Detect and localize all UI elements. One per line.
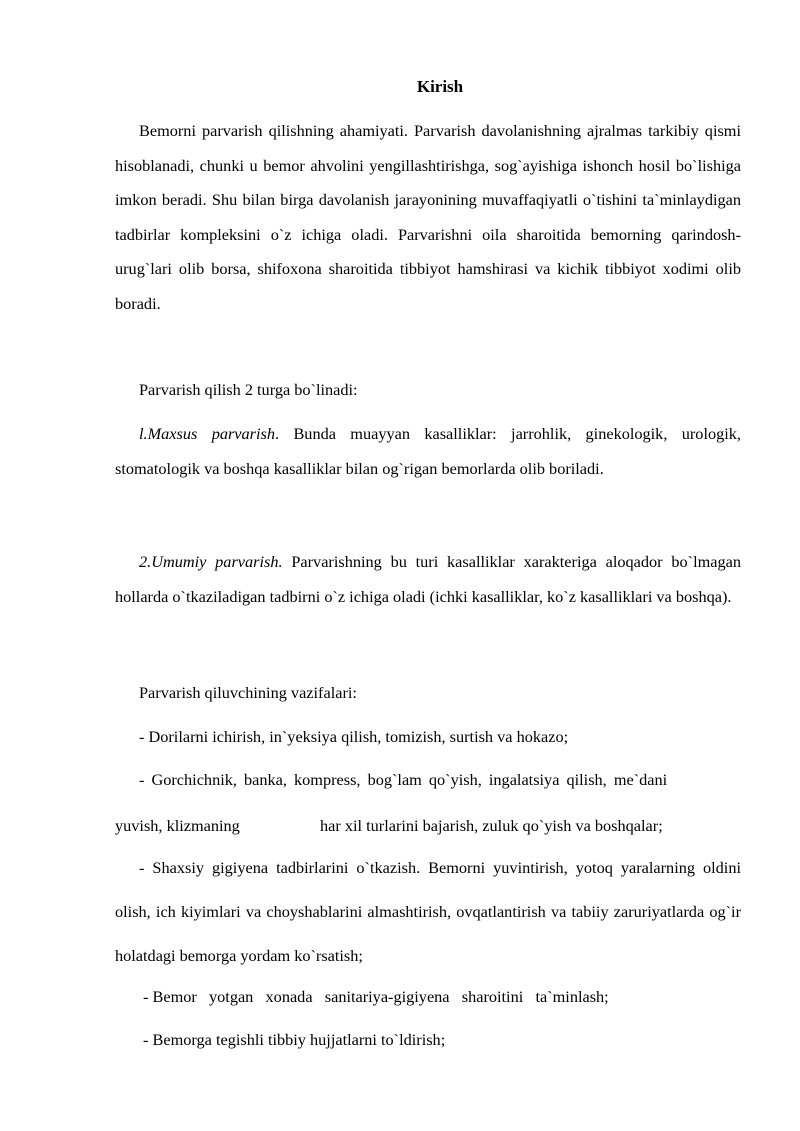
paragraph-types-intro: Parvarish qilish 2 turga bo`linadi:	[139, 380, 358, 399]
duty-item-sanitation: - Bemor yotgan xonada sanitariya-gigiyena sharoitini ta`minlash;	[143, 987, 609, 1006]
paragraph-general-care	[115, 545, 741, 614]
paragraph-text: Bemorni parvarish qilishning ahamiyati. Parvarish davolanishning ajralmas tarkibiy qismi hisoblanadi, chunki u bemor ahvolini yengillashtirishga, sog`ayishiga ishonch hosil bo`lishiga imkon beradi. Shu bilan birga davolanish jarayonining muvaffaqiyatli o`tishini ta`minlaydigan tadbirlar kompleksini o`z ichiga oladi. Parvarishni oila sharoitida bemorning qarindosh-urug`lari olib borsa, shifoxona sharoitida tibbiyot hamshirasi va kichik tibbiyot xodimi olib boradi.	[115, 121, 741, 313]
duty-item-procedures-line2a: yuvish, klizmaning	[115, 816, 240, 835]
duty-item-procedures-line2b: har xil turlarini bajarish, zuluk qo`yish va boshqalar;	[320, 816, 663, 835]
duty-procedures-line1-text: - Gorchichnik, banka, kompress, bog`lam qo`yish, ingalatsiya qilish, me`dani	[139, 770, 668, 789]
paragraph-importance	[115, 114, 741, 321]
duty-item-documents: - Bemorga tegishli tibbiy hujjatlarni to`ldirish;	[143, 1030, 446, 1049]
document-title: Kirish	[416, 77, 464, 96]
duty-item-medication: - Dorilarni ichirish, in`yeksiya qilish, tomizish, surtish va hokazo;	[139, 727, 569, 746]
duty-item-hygiene	[115, 846, 741, 978]
duty-item-procedures-line1	[139, 768, 741, 792]
duty-hygiene-text: - Shaxsiy gigiyena tadbirlarini o`tkazish. Bemorni yuvintirish, yotoq yaralarning oldini olish, ich kiyimlari va choyshablarini almashtirish, ovqatlantirish va tabiiy zaruriyatlarda og`ir holatdagi bemorga yordam ko`rsatish;	[115, 858, 741, 965]
special-care-label: l.Maxsus parvarish	[139, 424, 276, 443]
special-care-text: . Bunda muayyan kasalliklar: jarrohlik, ginekologik, urologik, stomatologik va boshqa kasalliklar bilan og`rigan bemorlarda olib boriladi.	[115, 424, 741, 478]
general-care-text: Parvarishning bu turi kasalliklar xarakteriga aloqador bo`lmagan hollarda o`tkaziladigan tadbirni o`z ichiga oladi (ichki kasalliklar, ko`z kasalliklari va boshqa).	[115, 552, 742, 606]
paragraph-special-care	[115, 417, 741, 486]
paragraph-duties-intro: Parvarish qiluvchining vazifalari:	[139, 683, 357, 702]
general-care-label: 2.Umumiy parvarish.	[139, 552, 283, 571]
